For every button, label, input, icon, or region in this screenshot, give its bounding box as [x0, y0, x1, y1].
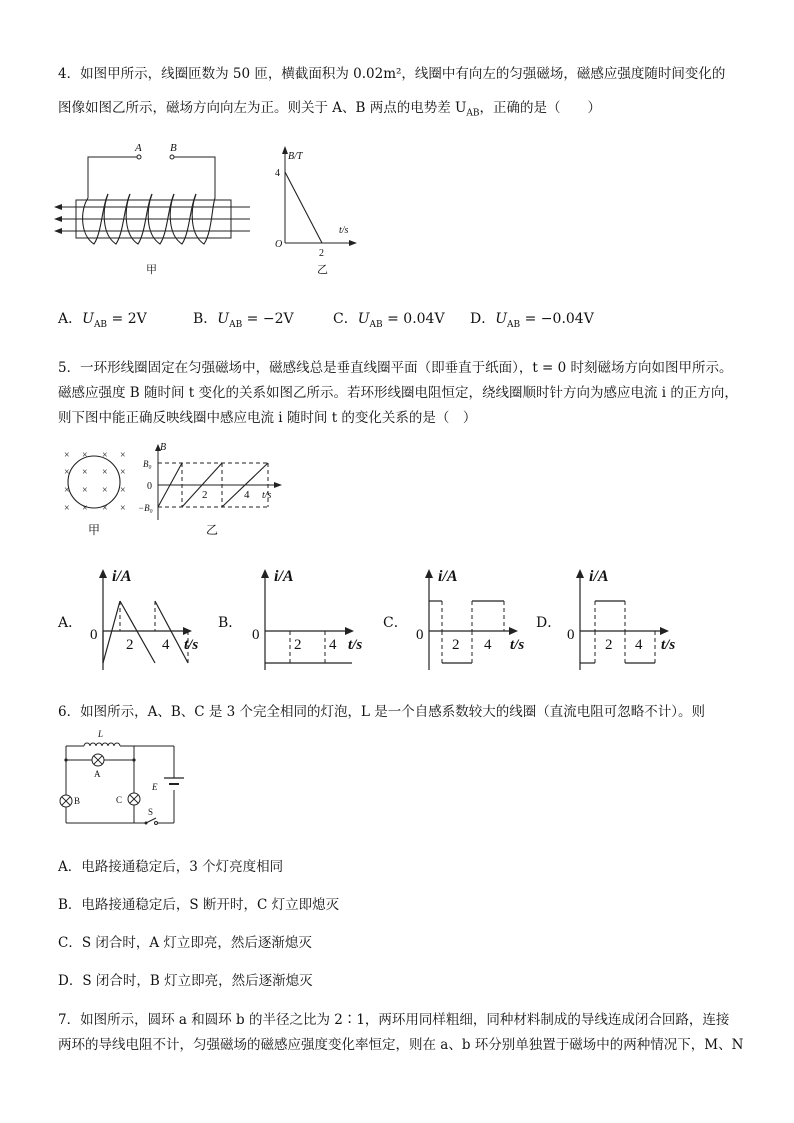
q4-line-2: [58, 96, 601, 119]
q4-option-d-sym: U: [495, 311, 508, 327]
svg-text:×: ×: [64, 485, 70, 496]
q5-option-a-zero: 0: [90, 627, 98, 643]
q6-option-c[interactable]: C．S 闭合时，A 灯立即亮，然后逐渐熄灭: [58, 935, 312, 951]
q5-option-d-letter[interactable]: D．: [536, 615, 562, 631]
q5-option-b-graph[interactable]: [250, 565, 375, 675]
q4-option-a-sub: AB: [93, 319, 108, 330]
svg-text:×: ×: [102, 450, 108, 461]
q4-graph-x-tick: 2: [319, 248, 324, 259]
q4-option-a-sym: U: [82, 311, 94, 327]
q4-option-c-letter: C．: [333, 311, 358, 327]
q6-label-l: L: [98, 729, 104, 739]
q5-line-2: 磁感应强度 B 随时间 t 变化的关系如图乙所示。若环形线圈电阻恒定，绕线圈顺时针方向为感应电流 i 的正方向，: [58, 385, 738, 401]
q5-option-c-t4: 4: [484, 637, 492, 653]
q5-option-c-graph[interactable]: [414, 565, 539, 675]
q4-line-2-end: ，正确的是（ ）: [479, 100, 602, 116]
q5-option-b-t2: 2: [294, 637, 302, 653]
q4-label-a: A: [135, 142, 142, 154]
q5-graph-tick-2: 2: [202, 489, 208, 501]
q4-caption-jia: 甲: [146, 264, 157, 276]
svg-text:×: ×: [82, 485, 88, 496]
q5-option-c-x-axis: t/s: [510, 637, 525, 653]
q4-graph-y-axis: B/T: [288, 151, 303, 162]
q4-option-c[interactable]: [333, 308, 445, 330]
q4-option-d-sub: AB: [507, 319, 521, 330]
svg-text:×: ×: [120, 485, 126, 496]
q7-line-1: 7．如图所示，圆环 a 和圆环 b 的半径之比为 2∶1，两环用同样粗细，同种材料制成的导线连成闭合回路，连接: [58, 1012, 730, 1028]
q4-caption-yi: 乙: [317, 264, 328, 276]
q4-option-d[interactable]: [470, 308, 594, 330]
q4-graph-y-tick: 4: [275, 168, 280, 179]
q5-option-a-graph[interactable]: [88, 565, 213, 675]
q6-option-a[interactable]: A．电路接通稳定后，3 个灯亮度相同: [58, 859, 284, 875]
svg-text:×: ×: [120, 450, 126, 461]
q5-field-figure: [60, 446, 135, 541]
q4-option-b-value: = −2V: [242, 311, 294, 327]
svg-text:×: ×: [102, 485, 108, 496]
q5-option-b-zero: 0: [252, 627, 260, 643]
q6-option-b[interactable]: B．电路接通稳定后，S 断开时，C 灯立即熄灭: [58, 897, 340, 913]
q6-label-a: A: [94, 769, 101, 779]
svg-text:×: ×: [64, 450, 70, 461]
q4-line-1: 4．如图甲所示，线圈匝数为 50 匝，横截面积为 0.02m²，线圈中有向左的匀强磁场，磁感应强度随时间变化的: [58, 66, 726, 82]
q4-option-b-sym: U: [217, 311, 230, 327]
q5-option-d-y-axis: i/A: [589, 568, 609, 585]
q4-line-2-text: 图像如图乙所示，磁场方向向左为正。则关于 A、B 两点的电势差 U: [58, 100, 467, 116]
q5-graph-tick-4: 4: [244, 489, 250, 501]
q4-option-b-letter: B．: [193, 311, 218, 327]
q5-option-b-letter[interactable]: B．: [218, 615, 243, 631]
q6-label-c: C: [116, 795, 123, 805]
q4-option-d-letter: D．: [470, 311, 496, 327]
q5-option-c-zero: 0: [416, 627, 424, 643]
q5-graph-neg-b0: −B₀: [138, 503, 153, 513]
q7-line-2: 两环的导线电阻不计，匀强磁场的磁感应强度变化率恒定，则在 a、b 环分别单独置于磁场中的两种情况下，M、N: [58, 1037, 744, 1053]
q4-bt-graph: [265, 140, 365, 280]
q4-option-a-letter: A．: [58, 311, 83, 327]
q5-option-a-t2: 2: [126, 637, 134, 653]
svg-text:×: ×: [82, 503, 88, 514]
q4-option-c-value: = 0.04V: [382, 311, 445, 327]
q4-option-d-value: = −0.04V: [520, 311, 594, 327]
q5-graph-b0: B₀: [143, 459, 152, 469]
q5-option-a-t4: 4: [162, 637, 170, 653]
q5-option-d-t2: 2: [605, 637, 613, 653]
q5-option-a-letter[interactable]: A．: [58, 615, 83, 631]
svg-text:×: ×: [64, 467, 70, 478]
svg-text:×: ×: [102, 467, 108, 478]
q5-option-b-y-axis: i/A: [274, 568, 294, 585]
q4-option-a-value: = 2V: [107, 311, 147, 327]
q6-label-e: E: [152, 782, 158, 792]
q5-option-d-graph[interactable]: [565, 565, 690, 675]
q5-graph-x-axis: t/s: [262, 490, 272, 501]
svg-text:×: ×: [102, 503, 108, 514]
svg-text:×: ×: [64, 503, 70, 514]
q6-label-s: S: [148, 807, 154, 817]
svg-text:×: ×: [120, 503, 126, 514]
q5-caption-jia: 甲: [88, 523, 101, 537]
q5-option-c-t2: 2: [452, 637, 460, 653]
q6-line-1: 6．如图所示，A、B、C 是 3 个完全相同的灯泡，L 是一个自感系数较大的线圈（直流电阻可忽略不计）。则: [58, 704, 706, 720]
q5-option-a-y-axis: i/A: [112, 568, 132, 585]
q4-solenoid-figure: [50, 140, 270, 280]
q4-option-c-sym: U: [357, 311, 370, 327]
q4-option-b-sub: AB: [229, 319, 243, 330]
q4-graph-origin: O: [275, 239, 283, 250]
q5-option-c-y-axis: i/A: [438, 568, 458, 585]
q5-option-b-x-axis: t/s: [348, 637, 363, 653]
q6-label-b: B: [74, 796, 81, 806]
q5-line-1: 5．一环形线圈固定在匀强磁场中，磁感线总是垂直线圈平面（即垂直于纸面），t = 0 时刻磁场方向如图甲所示。: [58, 360, 733, 376]
q6-option-d[interactable]: D．S 闭合时，B 灯立即亮，然后逐渐熄灭: [58, 973, 313, 989]
svg-text:×: ×: [82, 467, 88, 478]
q5-option-c-letter[interactable]: C．: [383, 615, 408, 631]
q5-option-d-zero: 0: [567, 627, 575, 643]
q5-option-b-t4: 4: [329, 637, 337, 653]
q4-line-2-sub: AB: [466, 108, 480, 119]
q4-graph-x-axis: t/s: [339, 225, 349, 236]
q4-option-a[interactable]: [58, 308, 147, 330]
q4-label-b: B: [170, 142, 177, 154]
q5-graph-y-axis: B: [160, 442, 167, 453]
q5-option-d-t4: 4: [635, 637, 643, 653]
q5-option-d-x-axis: t/s: [661, 637, 676, 653]
q5-graph-zero: 0: [147, 481, 152, 492]
q5-option-a-x-axis: t/s: [184, 637, 199, 653]
q4-option-c-sub: AB: [369, 319, 383, 330]
q5-bt-graph: [140, 440, 290, 540]
svg-text:×: ×: [120, 467, 126, 478]
svg-text:×: ×: [82, 450, 88, 461]
q5-caption-yi: 乙: [206, 523, 219, 537]
q6-circuit-figure: [56, 729, 196, 833]
q4-option-b[interactable]: [193, 308, 294, 330]
q5-line-3: 则下图中能正确反映线圈中感应电流 i 随时间 t 的变化关系的是（ ）: [58, 410, 477, 426]
